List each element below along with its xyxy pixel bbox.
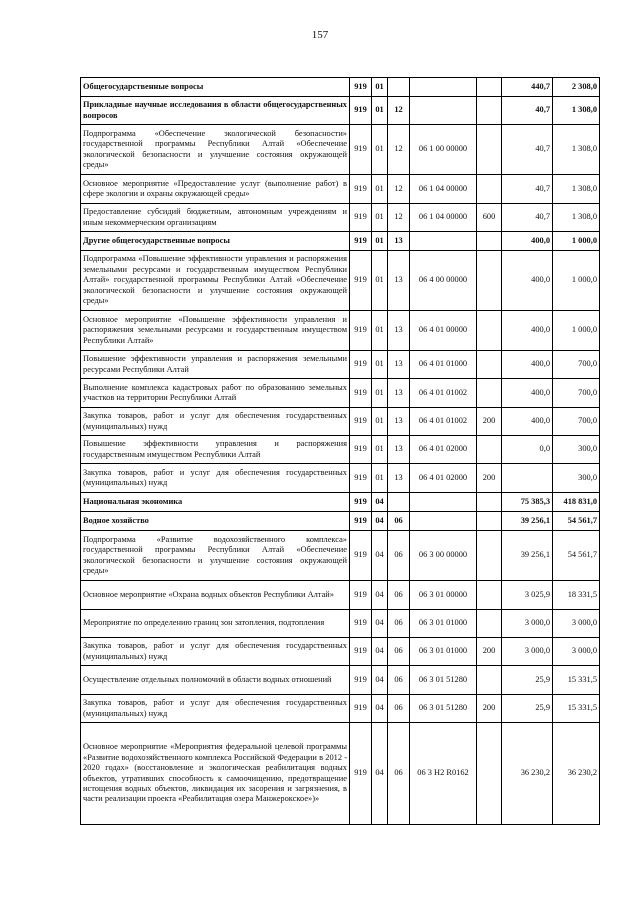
row-expense-type — [477, 723, 502, 825]
row-section-code: 01 — [372, 436, 388, 464]
row-target-article: 06 3 01 01000 — [410, 638, 477, 666]
row-name: Основное мероприятие «Охрана водных объектов Республики Алтай» — [81, 581, 350, 610]
row-amount-year2: 300,0 — [553, 436, 600, 464]
row-amount-year1: 3 000,0 — [502, 610, 553, 638]
table-row — [81, 232, 600, 251]
row-amount-year2: 1 000,0 — [553, 232, 600, 251]
row-target-article: 06 3 01 01000 — [410, 610, 477, 638]
row-amount-year2: 1 000,0 — [553, 251, 600, 311]
row-amount-year2: 1 308,0 — [553, 97, 600, 125]
row-target-article: 06 4 01 02000 — [410, 464, 477, 493]
row-amount-year1: 40,7 — [502, 125, 553, 175]
row-expense-type: 200 — [477, 464, 502, 493]
row-target-article — [410, 78, 477, 97]
row-amount-year1: 40,7 — [502, 175, 553, 204]
row-section-code: 04 — [372, 581, 388, 610]
row-section-code: 04 — [372, 666, 388, 695]
row-subsection-code: 13 — [388, 379, 410, 408]
table-row — [81, 379, 600, 408]
row-grbs-code: 919 — [350, 379, 372, 408]
row-subsection-code: 12 — [388, 97, 410, 125]
row-section-code: 01 — [372, 232, 388, 251]
table-row — [81, 610, 600, 638]
row-amount-year2: 700,0 — [553, 351, 600, 379]
row-subsection-code: 13 — [388, 251, 410, 311]
row-name: Повышение эффективности управления и распоряжения земельными ресурсами Республики Алтай — [81, 351, 350, 379]
row-amount-year2: 15 331,5 — [553, 695, 600, 723]
row-target-article: 06 1 00 00000 — [410, 125, 477, 175]
row-section-code: 01 — [372, 97, 388, 125]
row-name: Национальная экономика — [81, 493, 350, 512]
row-target-article: 06 4 01 00000 — [410, 311, 477, 351]
row-grbs-code: 919 — [350, 251, 372, 311]
row-expense-type — [477, 379, 502, 408]
row-section-code: 01 — [372, 204, 388, 232]
row-grbs-code: 919 — [350, 723, 372, 825]
row-name: Закупка товаров, работ и услуг для обеспечения государственных (муниципальных) нужд — [81, 464, 350, 493]
row-section-code: 01 — [372, 251, 388, 311]
row-target-article: 06 1 04 00000 — [410, 204, 477, 232]
row-subsection-code: 12 — [388, 204, 410, 232]
row-amount-year1: 3 025,9 — [502, 581, 553, 610]
row-expense-type — [477, 175, 502, 204]
row-expense-type: 600 — [477, 204, 502, 232]
row-section-code: 01 — [372, 311, 388, 351]
row-grbs-code: 919 — [350, 581, 372, 610]
row-expense-type — [477, 581, 502, 610]
row-target-article — [410, 97, 477, 125]
row-expense-type — [477, 610, 502, 638]
table-row — [81, 531, 600, 581]
row-section-code: 04 — [372, 695, 388, 723]
row-amount-year1: 0,0 — [502, 436, 553, 464]
row-amount-year2: 1 308,0 — [553, 204, 600, 232]
row-name: Мероприятие по определению границ зон затопления, подтопления — [81, 610, 350, 638]
row-target-article: 06 3 00 00000 — [410, 531, 477, 581]
row-section-code: 01 — [372, 408, 388, 436]
row-subsection-code: 06 — [388, 638, 410, 666]
row-amount-year1: 75 385,3 — [502, 493, 553, 512]
row-amount-year1: 40,7 — [502, 204, 553, 232]
row-amount-year2: 700,0 — [553, 408, 600, 436]
row-amount-year1: 440,7 — [502, 78, 553, 97]
row-expense-type — [477, 493, 502, 512]
table-row — [81, 78, 600, 97]
row-amount-year1: 39 256,1 — [502, 512, 553, 531]
row-grbs-code: 919 — [350, 512, 372, 531]
row-subsection-code: 06 — [388, 666, 410, 695]
row-grbs-code: 919 — [350, 408, 372, 436]
table-row — [81, 175, 600, 204]
row-section-code: 04 — [372, 638, 388, 666]
row-subsection-code: 13 — [388, 311, 410, 351]
row-grbs-code: 919 — [350, 175, 372, 204]
row-expense-type — [477, 351, 502, 379]
row-subsection-code: 06 — [388, 512, 410, 531]
row-grbs-code: 919 — [350, 351, 372, 379]
row-amount-year1: 25,9 — [502, 695, 553, 723]
table-row — [81, 125, 600, 175]
row-expense-type: 200 — [477, 638, 502, 666]
table-row — [81, 581, 600, 610]
row-amount-year1: 400,0 — [502, 232, 553, 251]
row-name: Закупка товаров, работ и услуг для обеспечения государственных (муниципальных) нужд — [81, 638, 350, 666]
table-row — [81, 97, 600, 125]
table-row — [81, 695, 600, 723]
row-amount-year2: 418 831,0 — [553, 493, 600, 512]
row-expense-type — [477, 311, 502, 351]
row-target-article — [410, 493, 477, 512]
row-amount-year1: 400,0 — [502, 379, 553, 408]
row-target-article: 06 4 00 00000 — [410, 251, 477, 311]
row-target-article: 06 3 01 51280 — [410, 695, 477, 723]
row-name: Основное мероприятие «Предоставление услуг (выполнение работ) в сфере экологии и охраны окружающей среды» — [81, 175, 350, 204]
table-row — [81, 311, 600, 351]
row-target-article: 06 4 01 01002 — [410, 408, 477, 436]
row-subsection-code — [388, 493, 410, 512]
page-number: 157 — [311, 29, 329, 41]
table-row — [81, 251, 600, 311]
row-name: Подпрограмма «Повышение эффективности управления и распоряжения земельными ресурсами и государственным имуществом Республики Алтай» государственной программы Республики Алтай «Обеспечение экологической безопасности и улучшение состояния окружающей среды» — [81, 251, 350, 311]
row-grbs-code: 919 — [350, 78, 372, 97]
row-target-article: 06 4 01 01002 — [410, 379, 477, 408]
row-amount-year1 — [502, 464, 553, 493]
row-name: Закупка товаров, работ и услуг для обеспечения государственных (муниципальных) нужд — [81, 695, 350, 723]
row-expense-type — [477, 666, 502, 695]
row-amount-year1: 39 256,1 — [502, 531, 553, 581]
row-amount-year1: 400,0 — [502, 351, 553, 379]
row-expense-type — [477, 97, 502, 125]
row-grbs-code: 919 — [350, 666, 372, 695]
row-amount-year2: 3 000,0 — [553, 638, 600, 666]
row-name: Закупка товаров, работ и услуг для обеспечения государственных (муниципальных) нужд — [81, 408, 350, 436]
row-target-article: 06 4 01 01000 — [410, 351, 477, 379]
row-amount-year2: 3 000,0 — [553, 610, 600, 638]
row-grbs-code: 919 — [350, 464, 372, 493]
row-section-code: 01 — [372, 175, 388, 204]
row-target-article — [410, 232, 477, 251]
row-name: Другие общегосударственные вопросы — [81, 232, 350, 251]
row-section-code: 01 — [372, 464, 388, 493]
row-name: Предоставление субсидий бюджетным, автономным учреждениям и иным некоммерческим организациям — [81, 204, 350, 232]
row-expense-type: 200 — [477, 695, 502, 723]
row-amount-year1: 25,9 — [502, 666, 553, 695]
row-amount-year1: 400,0 — [502, 251, 553, 311]
row-grbs-code: 919 — [350, 125, 372, 175]
row-target-article: 06 3 Н2 R0162 — [410, 723, 477, 825]
table-row — [81, 351, 600, 379]
row-subsection-code: 12 — [388, 125, 410, 175]
row-grbs-code: 919 — [350, 531, 372, 581]
row-expense-type — [477, 512, 502, 531]
row-target-article: 06 3 01 51280 — [410, 666, 477, 695]
row-name: Основное мероприятие «Мероприятия федеральной целевой программы «Развитие водохозяйственного комплекса Российской Федерации в 2012 - 2020 годах» (восстановление и экологическая реабилитация водных объектов, утративших способность к самоочищению, предотвращение истощения водных объектов, ликвидация их засорения и загрязнения, в части реализации проекта «Реабилитация озера Манжерокское»)» — [81, 723, 350, 825]
row-subsection-code: 06 — [388, 695, 410, 723]
row-name: Повышение эффективности управления и распоряжения государственным имуществом Республики Алтай — [81, 436, 350, 464]
row-grbs-code: 919 — [350, 311, 372, 351]
row-amount-year2: 54 561,7 — [553, 512, 600, 531]
table-row — [81, 408, 600, 436]
row-name: Общегосударственные вопросы — [81, 78, 350, 97]
row-name: Водное хозяйство — [81, 512, 350, 531]
row-amount-year2: 2 308,0 — [553, 78, 600, 97]
table-row — [81, 512, 600, 531]
row-amount-year2: 54 561,7 — [553, 531, 600, 581]
table-row — [81, 436, 600, 464]
row-amount-year1: 40,7 — [502, 97, 553, 125]
row-amount-year2: 15 331,5 — [553, 666, 600, 695]
row-amount-year2: 700,0 — [553, 379, 600, 408]
row-subsection-code: 13 — [388, 408, 410, 436]
row-section-code: 04 — [372, 512, 388, 531]
row-name: Осуществление отдельных полномочий в области водных отношений — [81, 666, 350, 695]
row-name: Прикладные научные исследования в области общегосударственных вопросов — [81, 97, 350, 125]
row-amount-year1: 400,0 — [502, 408, 553, 436]
row-target-article: 06 1 04 00000 — [410, 175, 477, 204]
table-row — [81, 638, 600, 666]
row-subsection-code: 06 — [388, 581, 410, 610]
row-name: Подпрограмма «Развитие водохозяйственного комплекса» государственной программы Республики Алтай «Обеспечение экологической безопасности и улучшение состояния окружающей среды» — [81, 531, 350, 581]
row-subsection-code: 06 — [388, 723, 410, 825]
row-grbs-code: 919 — [350, 232, 372, 251]
table-row — [81, 464, 600, 493]
row-expense-type — [477, 232, 502, 251]
table-row — [81, 723, 600, 825]
row-expense-type — [477, 78, 502, 97]
row-section-code: 01 — [372, 351, 388, 379]
row-subsection-code: 13 — [388, 232, 410, 251]
row-section-code: 04 — [372, 723, 388, 825]
table-row — [81, 493, 600, 512]
row-section-code: 04 — [372, 493, 388, 512]
row-section-code: 04 — [372, 610, 388, 638]
row-expense-type — [477, 125, 502, 175]
row-amount-year2: 36 230,2 — [553, 723, 600, 825]
row-expense-type — [477, 531, 502, 581]
row-grbs-code: 919 — [350, 204, 372, 232]
row-section-code: 04 — [372, 531, 388, 581]
row-amount-year2: 1 308,0 — [553, 125, 600, 175]
row-subsection-code: 12 — [388, 175, 410, 204]
row-subsection-code: 13 — [388, 436, 410, 464]
row-grbs-code: 919 — [350, 638, 372, 666]
row-name: Подпрограмма «Обеспечение экологической безопасности» государственной программы Республики Алтай «Обеспечение экологической безопасности и улучшение состояния окружающей среды» — [81, 125, 350, 175]
row-grbs-code: 919 — [350, 436, 372, 464]
row-name: Выполнение комплекса кадастровых работ по образованию земельных участков на территории Республики Алтай — [81, 379, 350, 408]
row-target-article — [410, 512, 477, 531]
row-subsection-code: 06 — [388, 531, 410, 581]
row-expense-type — [477, 436, 502, 464]
row-subsection-code — [388, 78, 410, 97]
row-amount-year2: 1 000,0 — [553, 311, 600, 351]
row-amount-year1: 400,0 — [502, 311, 553, 351]
row-amount-year1: 36 230,2 — [502, 723, 553, 825]
row-target-article: 06 4 01 02000 — [410, 436, 477, 464]
table-row — [81, 204, 600, 232]
budget-table — [80, 77, 600, 825]
row-expense-type: 200 — [477, 408, 502, 436]
row-subsection-code: 13 — [388, 464, 410, 493]
row-target-article: 06 3 01 00000 — [410, 581, 477, 610]
row-grbs-code: 919 — [350, 695, 372, 723]
row-name: Основное мероприятие «Повышение эффективности управления и распоряжения земельными ресурсами и государственным имуществом Республики Алтай» — [81, 311, 350, 351]
row-subsection-code: 13 — [388, 351, 410, 379]
row-grbs-code: 919 — [350, 610, 372, 638]
row-section-code: 01 — [372, 78, 388, 97]
row-section-code: 01 — [372, 125, 388, 175]
row-expense-type — [477, 251, 502, 311]
row-amount-year2: 300,0 — [553, 464, 600, 493]
table-row — [81, 666, 600, 695]
row-subsection-code: 06 — [388, 610, 410, 638]
row-grbs-code: 919 — [350, 97, 372, 125]
row-grbs-code: 919 — [350, 493, 372, 512]
row-amount-year2: 18 331,5 — [553, 581, 600, 610]
row-amount-year2: 1 308,0 — [553, 175, 600, 204]
row-amount-year1: 3 000,0 — [502, 638, 553, 666]
row-section-code: 01 — [372, 379, 388, 408]
